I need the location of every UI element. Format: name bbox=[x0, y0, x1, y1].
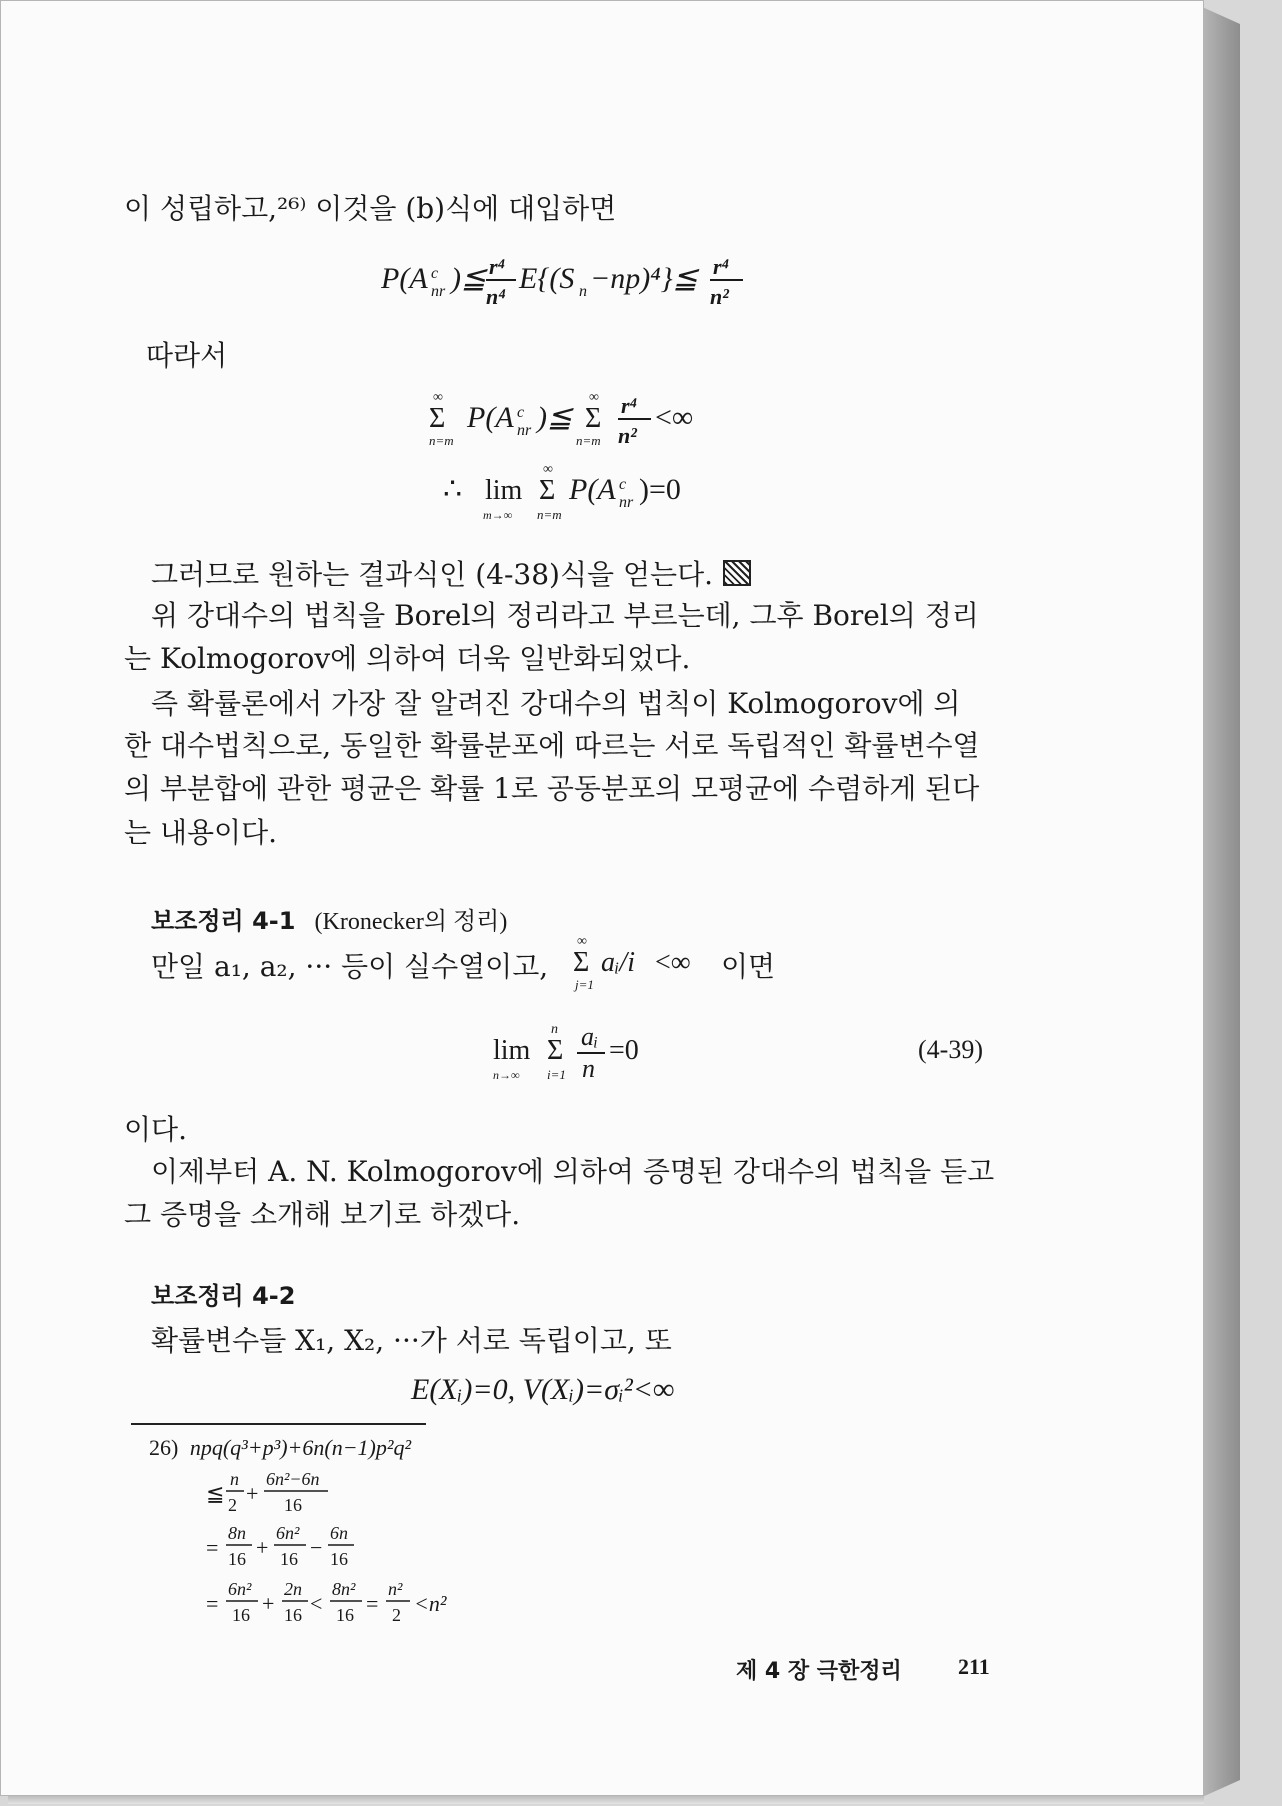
svg-text:lim: lim bbox=[485, 475, 523, 506]
svg-text:P(A: P(A bbox=[381, 262, 428, 295]
svg-text:r⁴: r⁴ bbox=[489, 254, 506, 279]
equation-number-4-39: (4-39) bbox=[918, 1035, 983, 1064]
svg-text:aᵢ/i: aᵢ/i bbox=[601, 947, 635, 978]
svg-text:6n²: 6n² bbox=[276, 1523, 300, 1543]
lemma-1-statement-post: 이면 bbox=[721, 950, 776, 983]
text-line-4: 위 강대수의 법칙을 Borel의 정리라고 부르는데, 그후 Borel의 정리 bbox=[151, 599, 979, 632]
lemma-2-statement: 확률변수들 X₁, X₂, ···가 서로 독립이고, 또 bbox=[151, 1324, 672, 1357]
text-line-12: 그 증명을 소개해 보기로 하겠다. bbox=[124, 1198, 521, 1231]
qed-icon bbox=[723, 560, 751, 586]
text-line-10: 이다. bbox=[124, 1113, 187, 1146]
svg-text:=: = bbox=[206, 1591, 219, 1616]
lemma-1-subtitle: (Kronecker의 정리) bbox=[314, 909, 508, 935]
svg-text:r⁴: r⁴ bbox=[713, 254, 730, 279]
svg-text:∴: ∴ bbox=[443, 473, 463, 506]
svg-text:Σ: Σ bbox=[585, 403, 602, 434]
svg-text:−: − bbox=[310, 1535, 323, 1560]
svg-text:6n²: 6n² bbox=[228, 1579, 252, 1599]
text-line-5: 는 Kolmogorov에 의하여 더욱 일반화되었다. bbox=[124, 642, 691, 675]
lemma-1-statement-pre: 만일 a₁, a₂, ··· 등이 실수열이고, bbox=[151, 950, 549, 983]
page-number: 211 bbox=[958, 1654, 990, 1679]
svg-text:c: c bbox=[619, 476, 627, 493]
svg-text:n²: n² bbox=[388, 1579, 403, 1599]
text-line-3-wrap bbox=[151, 553, 751, 593]
lemma-1-sum-condition bbox=[573, 931, 723, 993]
svg-text:∞: ∞ bbox=[589, 390, 599, 405]
svg-text:<n²: <n² bbox=[414, 1591, 447, 1616]
text-line-7: 한 대수법칙으로, 동일한 확률분포에 따르는 서로 독립적인 확률변수열 bbox=[124, 729, 980, 762]
svg-text:r⁴: r⁴ bbox=[621, 393, 638, 418]
svg-text:∞: ∞ bbox=[577, 934, 587, 949]
text-line-8: 의 부분합에 관한 평균은 확률 1로 공동분포의 모평균에 수렴하게 된다 bbox=[124, 772, 980, 805]
svg-text:8n²: 8n² bbox=[332, 1579, 356, 1599]
svg-text:c: c bbox=[431, 265, 439, 282]
svg-text:nr: nr bbox=[619, 494, 634, 511]
text-line-11: 이제부터 A. N. Kolmogorov에 의하여 증명된 강대수의 법칙을 듣고 bbox=[151, 1155, 995, 1188]
svg-text:E{(S: E{(S bbox=[519, 262, 575, 295]
text-line-9: 는 내용이다. bbox=[124, 816, 278, 849]
svg-text:∞: ∞ bbox=[433, 390, 443, 405]
svg-text:16: 16 bbox=[228, 1549, 246, 1569]
svg-text:16: 16 bbox=[280, 1549, 298, 1569]
text-line-6: 즉 확률론에서 가장 잘 알려진 강대수의 법칙이 Kolmogorov에 의 bbox=[151, 687, 961, 720]
footnote-label: 26) bbox=[149, 1435, 179, 1460]
svg-text:P(A: P(A bbox=[467, 401, 514, 434]
svg-text:n⁴: n⁴ bbox=[486, 284, 506, 309]
svg-text:n: n bbox=[579, 283, 587, 300]
lemma-1-heading bbox=[151, 901, 507, 936]
svg-text:=: = bbox=[366, 1591, 379, 1616]
svg-text:n²: n² bbox=[618, 423, 637, 448]
svg-text:n: n bbox=[551, 1022, 558, 1037]
svg-text:Σ: Σ bbox=[539, 475, 556, 506]
svg-text:6n²−6n: 6n²−6n bbox=[266, 1469, 320, 1489]
svg-text:n=m: n=m bbox=[537, 507, 562, 522]
footnote-26 bbox=[149, 1435, 411, 1461]
svg-text:2: 2 bbox=[228, 1495, 237, 1515]
lemma-1-title: 보조정리 4-1 bbox=[151, 907, 296, 935]
svg-text:j=1: j=1 bbox=[575, 977, 594, 992]
svg-text:16: 16 bbox=[284, 1495, 302, 1515]
svg-text:n²: n² bbox=[710, 284, 729, 309]
lemma-1-statement bbox=[151, 945, 548, 985]
footnote-derivation bbox=[206, 1463, 496, 1663]
svg-text:∞: ∞ bbox=[543, 462, 553, 477]
svg-text:Σ: Σ bbox=[429, 403, 446, 434]
svg-text:=: = bbox=[206, 1535, 219, 1560]
svg-text:lim: lim bbox=[493, 1035, 531, 1066]
page-edge bbox=[1200, 6, 1240, 1798]
text-line-3: 그러므로 원하는 결과식인 (4-38)식을 얻는다. bbox=[151, 558, 714, 591]
equation-sum-bound bbox=[429, 389, 719, 451]
svg-text:n=m: n=m bbox=[429, 433, 454, 448]
lemma-2-equation: E(Xᵢ)=0, V(Xᵢ)=σᵢ²<∞ bbox=[411, 1373, 675, 1406]
svg-text:Σ: Σ bbox=[573, 947, 590, 978]
svg-text:P(A: P(A bbox=[569, 473, 616, 506]
svg-text:n: n bbox=[582, 1054, 595, 1083]
svg-text:6n: 6n bbox=[330, 1523, 348, 1543]
svg-text:−np)⁴}≦: −np)⁴}≦ bbox=[590, 262, 698, 295]
svg-text:n=m: n=m bbox=[576, 433, 601, 448]
page-shadow bbox=[8, 1796, 1204, 1804]
svg-text:=0: =0 bbox=[609, 1035, 639, 1066]
svg-text:+: + bbox=[262, 1591, 275, 1616]
svg-text:16: 16 bbox=[284, 1605, 302, 1625]
lemma-2-title: 보조정리 4-2 bbox=[151, 1282, 296, 1310]
equation-limit-zero bbox=[443, 459, 713, 523]
svg-text:)≦: )≦ bbox=[451, 262, 487, 295]
svg-text:nr: nr bbox=[431, 283, 446, 300]
footnote-rule bbox=[131, 1423, 426, 1425]
footer-chapter: 제 4 장 극한정리 bbox=[736, 1659, 902, 1684]
svg-text:≦: ≦ bbox=[206, 1481, 225, 1506]
equation-probability-bound bbox=[381, 246, 781, 316]
svg-text:2n: 2n bbox=[284, 1579, 302, 1599]
svg-text:n: n bbox=[230, 1469, 239, 1489]
svg-text:2: 2 bbox=[392, 1605, 401, 1625]
equation-kronecker-limit bbox=[493, 1017, 663, 1083]
text-line-1: 이 성립하고,²⁶⁾ 이것을 (b)식에 대입하면 bbox=[124, 192, 617, 225]
svg-text:+: + bbox=[246, 1481, 259, 1506]
svg-text:<∞: <∞ bbox=[655, 947, 691, 978]
svg-text:16: 16 bbox=[336, 1605, 354, 1625]
svg-text:16: 16 bbox=[232, 1605, 250, 1625]
svg-text:Σ: Σ bbox=[547, 1035, 564, 1066]
svg-text:16: 16 bbox=[330, 1549, 348, 1569]
svg-text:aᵢ: aᵢ bbox=[581, 1022, 599, 1051]
svg-text:c: c bbox=[517, 404, 525, 421]
svg-text:i=1: i=1 bbox=[547, 1067, 566, 1082]
svg-text:)≦: )≦ bbox=[537, 401, 573, 434]
svg-text:)=0: )=0 bbox=[639, 473, 681, 506]
footnote-line-1: npq(q³+p³)+6n(n−1)p²q² bbox=[189, 1435, 412, 1460]
svg-text:nr: nr bbox=[517, 422, 532, 439]
svg-text:8n: 8n bbox=[228, 1523, 246, 1543]
svg-text:+: + bbox=[256, 1535, 269, 1560]
svg-text:<: < bbox=[310, 1591, 323, 1616]
svg-text:n→∞: n→∞ bbox=[493, 1068, 520, 1082]
svg-text:m→∞: m→∞ bbox=[483, 508, 513, 522]
svg-text:<∞: <∞ bbox=[655, 401, 694, 434]
text-line-2: 따라서 bbox=[146, 339, 228, 372]
